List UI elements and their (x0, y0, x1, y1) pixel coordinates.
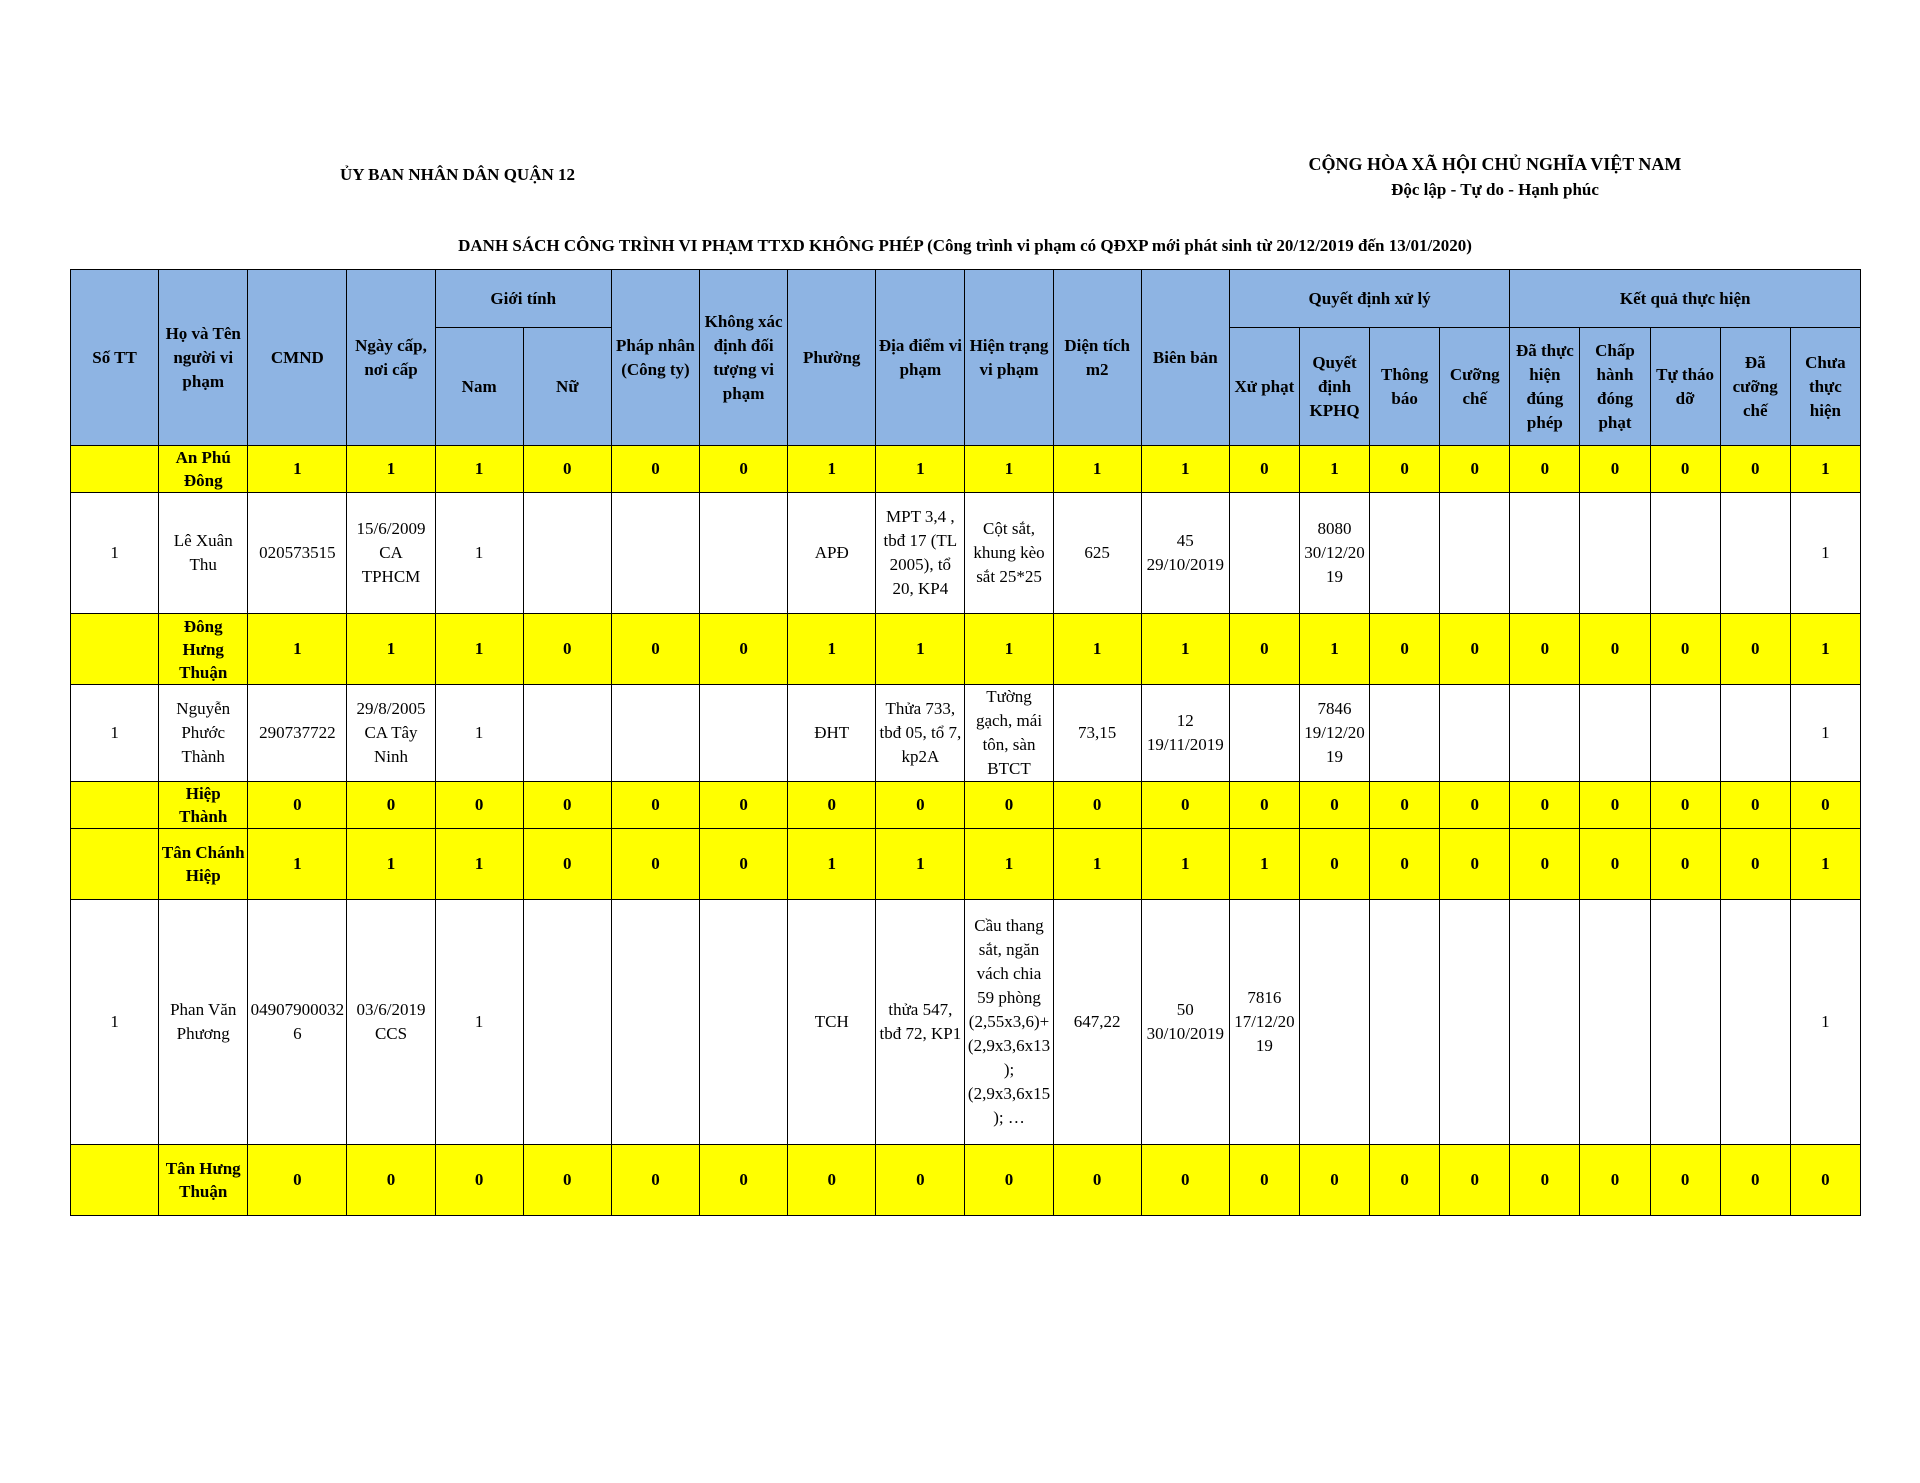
count-cell: 1 (965, 446, 1053, 493)
count-cell: 1 (347, 614, 435, 685)
issued-cell: 15/6/2009 CA TPHCM (347, 493, 435, 614)
count-cell: 0 (1510, 782, 1580, 829)
done-permit-cell (1510, 900, 1580, 1145)
name-cell: Nguyễn Phước Thành (159, 685, 248, 782)
issued-cell: 29/8/2005 CA Tây Ninh (347, 685, 435, 782)
status-cell: Cột sắt, khung kèo sắt 25*25 (965, 493, 1053, 614)
count-cell: 0 (523, 829, 611, 900)
count-cell: 1 (965, 614, 1053, 685)
count-cell: 1 (1141, 614, 1229, 685)
enforce-cell (1440, 493, 1510, 614)
count-cell: 0 (347, 782, 435, 829)
country-name: CỘNG HÒA XÃ HỘI CHỦ NGHĨA VIỆT NAM (1308, 154, 1682, 174)
col-result-group: Kết quả thực hiện (1510, 270, 1861, 328)
count-cell: 1 (435, 614, 523, 685)
count-cell: 0 (1229, 782, 1299, 829)
count-cell: 0 (1510, 829, 1580, 900)
col-done-permit: Đã thực hiện đúng phép (1510, 328, 1580, 446)
count-cell: 0 (700, 614, 788, 685)
count-cell: 1 (1790, 614, 1860, 685)
col-cmnd: CMND (248, 270, 347, 446)
ward-summary-row (71, 614, 1861, 685)
national-motto: Độc lập - Tự do - Hạnh phúc (1391, 180, 1599, 199)
count-cell: 0 (611, 782, 699, 829)
count-cell: 0 (1299, 782, 1369, 829)
ward-name-cell: Tân Chánh Hiệp (159, 829, 248, 900)
done-permit-cell (1510, 685, 1580, 782)
count-cell: 0 (1299, 829, 1369, 900)
count-cell: 0 (248, 1145, 347, 1216)
kphq-cell: 7846 19/12/2019 (1299, 685, 1369, 782)
count-cell: 0 (1440, 446, 1510, 493)
count-cell: 1 (248, 614, 347, 685)
violation-row (71, 685, 1861, 782)
count-cell: 0 (1440, 782, 1510, 829)
stt-cell (71, 782, 159, 829)
col-paid-fine: Chấp hành đóng phạt (1580, 328, 1650, 446)
ward-cell: ĐHT (788, 685, 876, 782)
col-notice: Thông báo (1370, 328, 1440, 446)
col-not-done: Chưa thực hiện (1790, 328, 1860, 446)
count-cell: 0 (435, 782, 523, 829)
count-cell: 0 (1650, 1145, 1720, 1216)
count-cell: 0 (1370, 614, 1440, 685)
document-title: DANH SÁCH CÔNG TRÌNH VI PHẠM TTXD KHÔNG PHÉP (Công trình vi phạm có QĐXP mới phát sinh từ 20/12/2019 đến 13/01/2020) (458, 236, 1472, 255)
ward-name-cell: Tân Hưng Thuận (159, 1145, 248, 1216)
unknown-cell (700, 900, 788, 1145)
count-cell: 1 (435, 829, 523, 900)
count-cell: 1 (435, 446, 523, 493)
status-cell: Cầu thang sắt, ngăn vách chia 59 phòng (2,55x3,6)+(2,9x3,6x13);(2,9x3,6x15); … (965, 900, 1053, 1145)
count-cell: 1 (1299, 446, 1369, 493)
count-cell: 1 (876, 829, 965, 900)
report-cell: 12 19/11/2019 (1141, 685, 1229, 782)
self-demolish-cell (1650, 685, 1720, 782)
col-male: Nam (435, 328, 523, 446)
count-cell: 0 (788, 782, 876, 829)
header-row-1 (71, 270, 1861, 328)
enforced-cell (1720, 493, 1790, 614)
location-cell: thửa 547, tbđ 72, KP1 (876, 900, 965, 1145)
count-cell: 0 (1720, 1145, 1790, 1216)
col-ward: Phường (788, 270, 876, 446)
stt-cell: 1 (71, 685, 159, 782)
ward-summary-row (71, 446, 1861, 493)
paid-fine-cell (1580, 493, 1650, 614)
count-cell: 0 (1720, 829, 1790, 900)
col-self-demolish: Tự tháo dỡ (1650, 328, 1720, 446)
count-cell: 0 (1720, 782, 1790, 829)
count-cell: 0 (611, 1145, 699, 1216)
notice-cell (1370, 493, 1440, 614)
issued-cell: 03/6/2019 CCS (347, 900, 435, 1145)
done-permit-cell (1510, 493, 1580, 614)
count-cell: 0 (1299, 1145, 1369, 1216)
name-cell: Phan Văn Phương (159, 900, 248, 1145)
count-cell: 1 (248, 446, 347, 493)
cmnd-cell: 049079000326 (248, 900, 347, 1145)
paid-fine-cell (1580, 685, 1650, 782)
count-cell: 0 (1580, 614, 1650, 685)
area-cell: 647,22 (1053, 900, 1141, 1145)
count-cell: 0 (788, 1145, 876, 1216)
report-cell: 45 29/10/2019 (1141, 493, 1229, 614)
count-cell: 1 (1299, 614, 1369, 685)
enforce-cell (1440, 685, 1510, 782)
count-cell: 0 (1580, 446, 1650, 493)
count-cell: 0 (1720, 614, 1790, 685)
count-cell: 0 (1440, 1145, 1510, 1216)
col-issued: Ngày cấp, nơi cấp (347, 270, 435, 446)
organization-name: ỦY BAN NHÂN DÂN QUẬN 12 (340, 165, 576, 184)
ward-cell: TCH (788, 900, 876, 1145)
count-cell: 1 (347, 446, 435, 493)
stt-cell (71, 446, 159, 493)
count-cell: 0 (1141, 782, 1229, 829)
name-cell: Lê Xuân Thu (159, 493, 248, 614)
stt-cell: 1 (71, 493, 159, 614)
notice-cell (1370, 900, 1440, 1145)
ward-summary-row (71, 782, 1861, 829)
count-cell: 1 (876, 446, 965, 493)
penalty-cell: 7816 17/12/2019 (1229, 900, 1299, 1145)
location-cell: Thửa 733, tbđ 05, tổ 7, kp2A (876, 685, 965, 782)
col-legal-entity: Pháp nhân (Công ty) (611, 270, 699, 446)
count-cell: 0 (700, 829, 788, 900)
col-status: Hiện trạng vi phạm (965, 270, 1053, 446)
count-cell: 0 (1510, 614, 1580, 685)
area-cell: 625 (1053, 493, 1141, 614)
col-location: Địa điểm vi phạm (876, 270, 965, 446)
not-done-cell: 1 (1790, 685, 1860, 782)
col-enforced: Đã cưỡng chế (1720, 328, 1790, 446)
violations-table (70, 269, 1861, 1216)
count-cell: 0 (611, 614, 699, 685)
count-cell: 0 (965, 782, 1053, 829)
count-cell: 1 (788, 614, 876, 685)
count-cell: 1 (1141, 446, 1229, 493)
count-cell: 0 (1650, 782, 1720, 829)
ward-name-cell: An Phú Đông (159, 446, 248, 493)
legal-entity-cell (611, 493, 699, 614)
count-cell: 0 (876, 782, 965, 829)
count-cell: 1 (1790, 829, 1860, 900)
col-female: Nữ (523, 328, 611, 446)
count-cell: 0 (1229, 614, 1299, 685)
count-cell: 0 (965, 1145, 1053, 1216)
female-cell (523, 493, 611, 614)
count-cell: 0 (1650, 614, 1720, 685)
legal-entity-cell (611, 685, 699, 782)
col-report: Biên bản (1141, 270, 1229, 446)
area-cell: 73,15 (1053, 685, 1141, 782)
count-cell: 0 (1650, 446, 1720, 493)
count-cell: 0 (523, 446, 611, 493)
cmnd-cell: 290737722 (248, 685, 347, 782)
not-done-cell: 1 (1790, 900, 1860, 1145)
female-cell (523, 900, 611, 1145)
count-cell: 0 (611, 829, 699, 900)
count-cell: 1 (1229, 829, 1299, 900)
col-name: Họ và Tên người vi phạm (159, 270, 248, 446)
count-cell: 0 (1370, 446, 1440, 493)
count-cell: 0 (700, 782, 788, 829)
count-cell: 0 (1510, 1145, 1580, 1216)
notice-cell (1370, 685, 1440, 782)
self-demolish-cell (1650, 493, 1720, 614)
location-cell: MPT 3,4 , tbđ 17 (TL 2005), tổ 20, KP4 (876, 493, 965, 614)
count-cell: 0 (1510, 446, 1580, 493)
stt-cell (71, 1145, 159, 1216)
stt-cell: 1 (71, 900, 159, 1145)
not-done-cell: 1 (1790, 493, 1860, 614)
stt-cell (71, 614, 159, 685)
count-cell: 0 (1440, 614, 1510, 685)
penalty-cell (1229, 493, 1299, 614)
count-cell: 1 (1053, 446, 1141, 493)
count-cell: 1 (248, 829, 347, 900)
col-unknown: Không xác định đối tượng vi phạm (700, 270, 788, 446)
col-enforce: Cưỡng chế (1440, 328, 1510, 446)
count-cell: 0 (1720, 446, 1790, 493)
unknown-cell (700, 685, 788, 782)
count-cell: 0 (435, 1145, 523, 1216)
count-cell: 1 (1790, 446, 1860, 493)
col-kphq: Quyết định KPHQ (1299, 328, 1369, 446)
ward-name-cell: Đông Hưng Thuận (159, 614, 248, 685)
col-penalty: Xử phạt (1229, 328, 1299, 446)
col-stt: Số TT (71, 270, 159, 446)
count-cell: 0 (1580, 782, 1650, 829)
violation-row (71, 493, 1861, 614)
count-cell: 1 (1053, 829, 1141, 900)
male-cell: 1 (435, 685, 523, 782)
count-cell: 0 (611, 446, 699, 493)
count-cell: 0 (1141, 1145, 1229, 1216)
count-cell: 0 (248, 782, 347, 829)
legal-entity-cell (611, 900, 699, 1145)
count-cell: 0 (523, 1145, 611, 1216)
count-cell: 0 (1440, 829, 1510, 900)
count-cell: 0 (523, 782, 611, 829)
count-cell: 0 (1370, 782, 1440, 829)
enforced-cell (1720, 900, 1790, 1145)
count-cell: 1 (1141, 829, 1229, 900)
count-cell: 0 (700, 446, 788, 493)
count-cell: 0 (876, 1145, 965, 1216)
ward-cell: APĐ (788, 493, 876, 614)
male-cell: 1 (435, 900, 523, 1145)
unknown-cell (700, 493, 788, 614)
ward-name-cell: Hiệp Thành (159, 782, 248, 829)
count-cell: 0 (1053, 782, 1141, 829)
violation-row (71, 900, 1861, 1145)
cmnd-cell: 020573515 (248, 493, 347, 614)
count-cell: 0 (1790, 1145, 1860, 1216)
count-cell: 0 (1370, 1145, 1440, 1216)
kphq-cell (1299, 900, 1369, 1145)
count-cell: 1 (1053, 614, 1141, 685)
report-cell: 50 30/10/2019 (1141, 900, 1229, 1145)
count-cell: 0 (1650, 829, 1720, 900)
enforce-cell (1440, 900, 1510, 1145)
col-area: Diện tích m2 (1053, 270, 1141, 446)
count-cell: 0 (1229, 1145, 1299, 1216)
penalty-cell (1229, 685, 1299, 782)
count-cell: 0 (700, 1145, 788, 1216)
ward-summary-row (71, 1145, 1861, 1216)
col-decision-group: Quyết định xử lý (1229, 270, 1509, 328)
count-cell: 0 (1370, 829, 1440, 900)
national-header (1260, 152, 1730, 202)
count-cell: 0 (1580, 829, 1650, 900)
male-cell: 1 (435, 493, 523, 614)
ward-summary-row (71, 829, 1861, 900)
count-cell: 1 (788, 829, 876, 900)
count-cell: 0 (1229, 446, 1299, 493)
enforced-cell (1720, 685, 1790, 782)
stt-cell (71, 829, 159, 900)
count-cell: 0 (1790, 782, 1860, 829)
count-cell: 0 (1053, 1145, 1141, 1216)
count-cell: 1 (876, 614, 965, 685)
count-cell: 0 (347, 1145, 435, 1216)
count-cell: 1 (965, 829, 1053, 900)
status-cell: Tường gạch, mái tôn, sàn BTCT (965, 685, 1053, 782)
female-cell (523, 685, 611, 782)
paid-fine-cell (1580, 900, 1650, 1145)
self-demolish-cell (1650, 900, 1720, 1145)
count-cell: 0 (523, 614, 611, 685)
col-gender: Giới tính (435, 270, 611, 328)
count-cell: 0 (1580, 1145, 1650, 1216)
count-cell: 1 (788, 446, 876, 493)
count-cell: 1 (347, 829, 435, 900)
kphq-cell: 8080 30/12/2019 (1299, 493, 1369, 614)
